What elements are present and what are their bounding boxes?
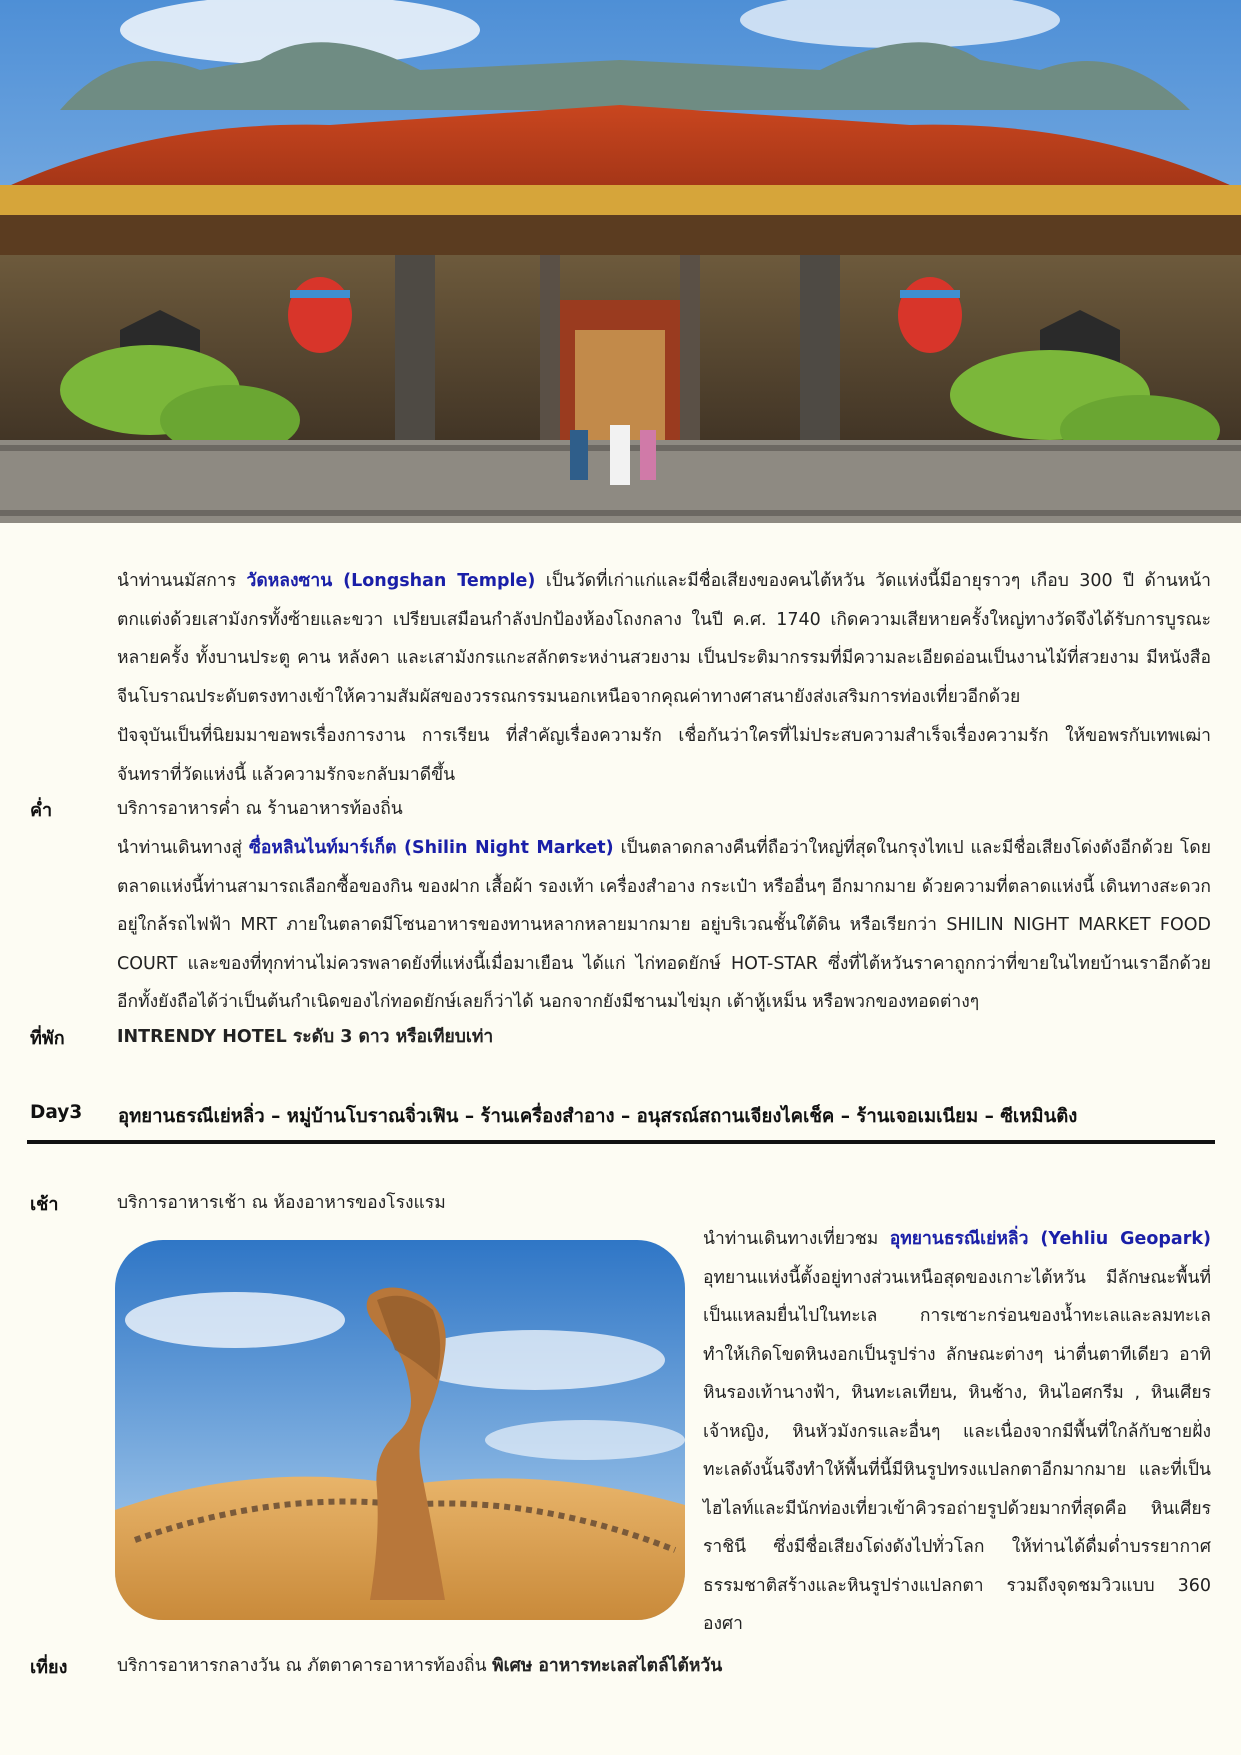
lunch-label: เที่ยง <box>30 1657 68 1678</box>
yehliu-rock-photo <box>115 1240 685 1620</box>
dinner-label: ค่ำ <box>30 800 53 821</box>
breakfast-text: บริการอาหารเช้า ณ ห้องอาหารของโรงแรม <box>117 1193 446 1213</box>
lunch-text: บริการอาหารกลางวัน ณ ภัตตาคารอาหารท้องถิ่น พิเศษ อาหารทะเลสไตล์ไต้หวัน <box>117 1656 723 1676</box>
day3-label: Day3 <box>30 1102 83 1123</box>
yehliu-paragraph: นำท่านเดินทางเที่ยวชม อุทยานธรณีเย่หลิ่ว (Yehliu Geopark) อุทยานแห่งนี้ตั้งอยู่ทางส่วนเหนือสุดของเกาะไต้หวัน มีลักษณะพื้นที่เป็นแหลมยื่นไปในทะเล การเซาะกร่อนของน้ำทะเลและลมทะเล ทำให้เกิดโขดหินงอกเป็นรูปร่าง ลักษณะต่างๆ น่าตื่นตาทีเดียว อาทิ หินรองเท้านางฟ้า, หินทะเลเทียน, หินช้าง, หินไอศกรีม , หินเศียรเจ้าหญิง, หินหัวมังกรและอื่นๆ และเนื่องจากมีพื้นที่ใกล้กับชายฝั่งทะเลดังนั้นจึงทำให้พื้นที่นี้มีหินรูปทรงแปลกตาอีกมากมาย และที่เป็นไฮไลท์และมีนักท่องเที่ยวเข้าคิวรอถ่ายรูปด้วยมากที่สุดคือ หินเศียรราชินี ซึ่งมีชื่อเสียงโด่งดังไปทั่วโลก ให้ท่านได้ดื่มด่ำบรรยากาศธรรมชาติสร้างและหินรูปร่างแปลกตา รวมถึงจุดชมวิวแบบ 360 องศา <box>703 1229 1211 1634</box>
lunch-special: พิเศษ อาหารทะเลสไตล์ไต้หวัน <box>492 1656 723 1676</box>
shilin-paragraph: นำท่านเดินทางสู่ ซื่อหลินไนท์มาร์เก็ต (Shilin Night Market) เป็นตลาดกลางคืนที่ถือว่าใหญ่ที่สุดในกรุงไทเป และมีชื่อเสียงโด่งดังอีกด้วย โดยตลาดแห่งนี้ท่านสามารถเลือกซื้อของกิน ของฝาก เสื้อผ้า รองเท้า เครื่องสำอาง กระเป๋า หรืออื่นๆ อีกมากมาย ด้วยความที่ตลาดแห่งนี้ เดินทางสะดวก อยู่ใกล้รถไฟฟ้า MRT ภายในตลาดมีโซนอาหารของทานหลากหลายมากมาย อยู่บริเวณชั้นใต้ดิน หรือเรียกว่า SHILIN NIGHT MARKET FOOD COURT และของที่ทุกท่านไม่ควรพลาดยังที่แห่งนี้เมื่อมาเยือน ได้แก่ ไก่ทอดยักษ์ HOT-STAR ซึ่งที่ไต้หวันราคาถูกกว่าที่ขายในไทยบ้านเราอีกด้วย อีกทั้งยังถือได้ว่าเป็นต้นกำเนิดของไก่ทอดยักษ์เลยก็ว่าได้ นอกจากยังมีชานมไข่มุก เต้าหู้เหม็น หรือพวกของทอดต่างๆ <box>117 838 1212 1012</box>
day3-heading <box>30 1102 1215 1142</box>
day3-divider <box>27 1140 1215 1144</box>
hotel-text: INTRENDY HOTEL ระดับ 3 ดาว หรือเทียบเท่า <box>117 1027 494 1047</box>
breakfast-label: เช้า <box>30 1194 59 1215</box>
longshan-temple-name: วัดหลงซาน (Longshan Temple) <box>246 571 536 591</box>
love-blessing-paragraph: ปัจจุบันเป็นที่นิยมมาขอพรเรื่องการงาน การเรียน ที่สำคัญเรื่องความรัก เชื่อกันว่าใครที่ไม่ประสบความสำเร็จเรื่องความรัก ให้ขอพรกับเทพเฒ่าจันทราที่วัดแห่งนี้ แล้วความรักจะกลับมาดีขึ้น <box>117 726 1211 785</box>
day3-title: อุทยานธรณีเย่หลิ่ว – หมู่บ้านโบราณจิ่วเฟิน – ร้านเครื่องสำอาง – อนุสรณ์สถานเจียงไคเช็ค – ร้านเจอเมเนียม – ซีเหมินติง <box>118 1106 1078 1127</box>
dinner-text: บริการอาหารค่ำ ณ ร้านอาหารท้องถิ่น <box>117 799 403 819</box>
longshan-paragraph: นำท่านนมัสการ วัดหลงซาน (Longshan Temple) เป็นวัดที่เก่าแก่และมีชื่อเสียงของคนไต้หวัน วัดแห่งนี้มีอายุราวๆ เกือบ 300 ปี ด้านหน้าตกแต่งด้วยเสามังกรทั้งซ้ายและขวา เปรียบเสมือนกำลังปกป้องห้องโถงกลาง ในปี ค.ศ. 1740 เกิดความเสียหายครั้งใหญ่ทางวัดจึงได้รับการบูรณะหลายครั้ง ทั้งบานประตู คาน หลังคา และเสามังกรแกะสลักตระหง่านสวยงาม เป็นประติมากรรมที่มีความละเอียดอ่อนเป็นงานไม้ที่สวยงาม มีหนังสือจีนโบราณประดับตรงทางเข้าให้ความสัมผัสของวรรณกรรมนอกเหนือจากคุณค่าทางศาสนายังส่งเสริมการท่องเที่ยวอีกด้วย <box>117 571 1211 707</box>
hotel-label: ที่พัก <box>30 1028 65 1049</box>
shilin-market-name: ซื่อหลินไนท์มาร์เก็ต (Shilin Night Market) <box>248 838 614 858</box>
yehliu-geopark-name: อุทยานธรณีเย่หลิ่ว (Yehliu Geopark) <box>889 1229 1211 1249</box>
temple-photo <box>0 0 1241 523</box>
